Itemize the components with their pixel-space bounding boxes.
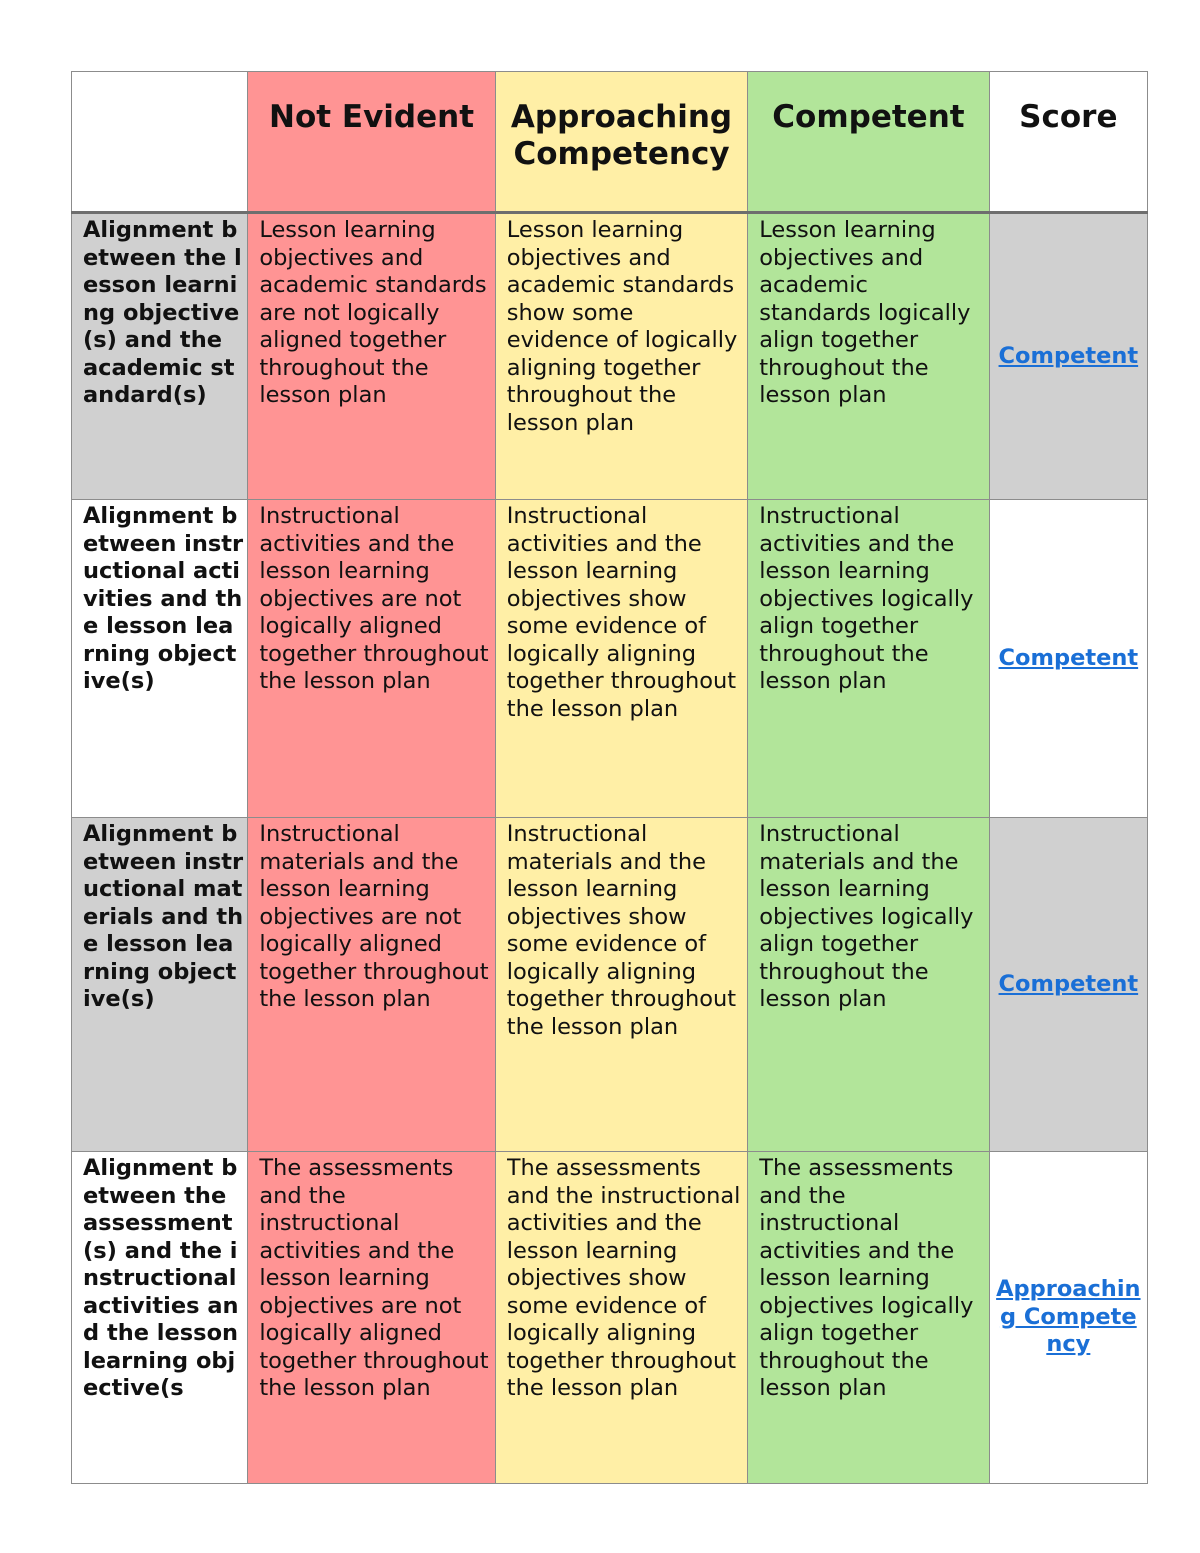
header-score: Score — [989, 72, 1147, 213]
score-cell — [989, 213, 1147, 500]
approaching-cell: Lesson learning objectives and academic standards show some evidence of logically aligning together throughout the lesson plan — [495, 213, 747, 500]
table-row — [72, 818, 1148, 1152]
approaching-text: The assessments and the instructional activities and the lesson learning objectives show some evidence of logically aligning together throughout the lesson plan — [506, 1155, 741, 1401]
approaching-cell: Instructional activities and the lesson learning objectives show some evidence of logically aligning together throughout the lesson plan — [495, 500, 747, 818]
score-cell — [989, 818, 1147, 1152]
score-link[interactable]: Approaching Competency — [996, 1276, 1141, 1358]
criterion-text: Alignment between the assessment(s) and the instructional activities and the lesson learning objective(s — [83, 1155, 239, 1401]
score-cell — [989, 500, 1147, 818]
header-competent: Competent — [748, 72, 989, 213]
rubric-table — [71, 71, 1148, 1484]
table-row — [72, 213, 1148, 500]
competent-cell: Instructional materials and the lesson learning objectives logically align together throughout the lesson plan — [748, 818, 989, 1152]
score-cell — [989, 1152, 1147, 1484]
not-evident-cell: Instructional activities and the lesson learning objectives are not logically aligned together throughout the lesson plan — [248, 500, 495, 818]
not-evident-text: The assessments and the instructional activities and the lesson learning objectives are not logically aligned together throughout the lesson plan — [259, 1155, 489, 1401]
header-approaching-competency: Approaching Competency — [495, 72, 747, 213]
competent-text: The assessments and the instructional activities and the lesson learning objectives logically align together throughout the lesson plan — [759, 1155, 974, 1401]
table-row — [72, 1152, 1148, 1484]
score-link[interactable]: Competent — [998, 342, 1139, 369]
criterion-cell: Alignment between instructional activities and the lesson learning objective(s) — [72, 500, 248, 818]
criterion-cell: Alignment between the lesson learning objective(s) and the academic standard(s) — [72, 213, 248, 500]
approaching-cell — [495, 1152, 747, 1484]
not-evident-cell: Instructional materials and the lesson learning objectives are not logically aligned together throughout the lesson plan — [248, 818, 495, 1152]
competent-cell: Instructional activities and the lesson learning objectives logically align together throughout the lesson plan — [748, 500, 989, 818]
score-link[interactable]: Competent — [998, 644, 1139, 671]
competent-cell: Lesson learning objectives and academic standards logically align together throughout the lesson plan — [748, 213, 989, 500]
table-row — [72, 500, 1148, 818]
not-evident-cell — [248, 1152, 495, 1484]
criterion-cell: Alignment between instructional materials and the lesson learning objective(s) — [72, 818, 248, 1152]
competent-cell — [748, 1152, 989, 1484]
not-evident-cell: Lesson learning objectives and academic standards are not logically aligned together throughout the lesson plan — [248, 213, 495, 500]
score-link[interactable]: Competent — [998, 970, 1139, 997]
header-row — [72, 72, 1148, 213]
header-criterion — [72, 72, 248, 213]
header-not-evident: Not Evident — [248, 72, 495, 213]
criterion-cell — [72, 1152, 248, 1484]
approaching-cell: Instructional materials and the lesson learning objectives show some evidence of logically aligning together throughout the lesson plan — [495, 818, 747, 1152]
